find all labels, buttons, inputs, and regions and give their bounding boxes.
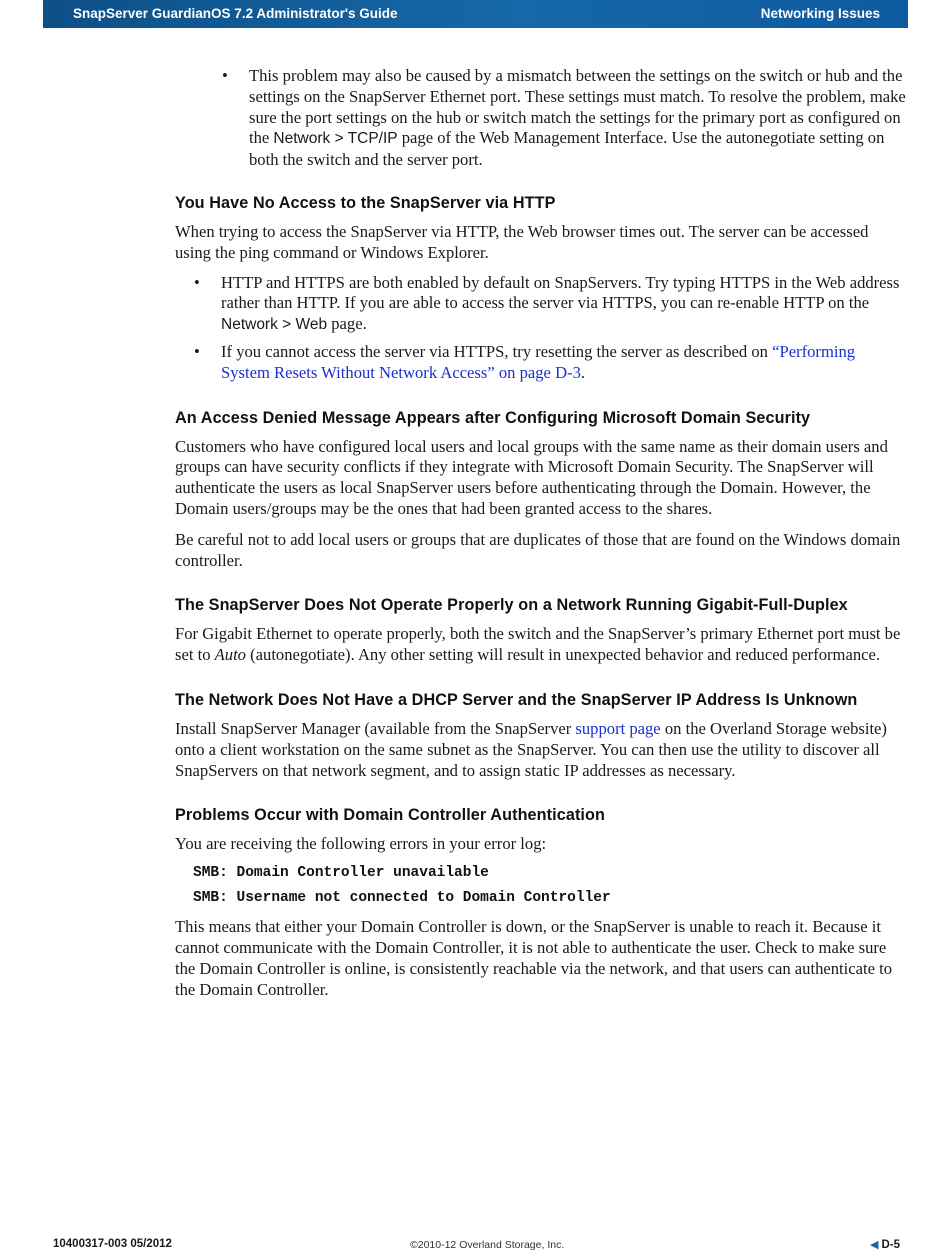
doc-number: 10400317-003 05/2012	[53, 1238, 172, 1250]
paragraph: Install SnapServer Manager (available from the SnapServer support page on the Overland Storage website) onto a client workstation on the same subnet as the SnapServer. You can then use the utility to discover all SnapServers on that network segment, and to assign static IP addresses as necessary.	[175, 718, 887, 780]
page-content	[175, 66, 908, 1000]
copyright: ©2010-12 Overland Storage, Inc.	[410, 1239, 565, 1251]
guide-title: SnapServer GuardianOS 7.2 Administrator's Guide	[73, 6, 398, 21]
list-item: • If you cannot access the server via HTTPS, try resetting the server as described on “Performing System Resets Without Network Access” on page D-3.	[194, 341, 856, 382]
ui-path: Network > Web	[221, 316, 328, 334]
list-item: • HTTP and HTTPS are both enabled by default on SnapServers. Try typing HTTPS in the Web address rather than HTTP. If you are able to access the server via HTTPS, you can re-enable HTTP on the Network > Web page.	[194, 272, 900, 334]
page-number: ◀ D-5	[870, 1239, 900, 1251]
support-page-link[interactable]: support page	[575, 718, 661, 738]
back-arrow-icon[interactable]: ◀	[870, 1239, 879, 1251]
paragraph: Be careful not to add local users or groups that are duplicates of those that are found on the Windows domain controller.	[175, 529, 901, 570]
paragraph: When trying to access the SnapServer via HTTP, the Web browser times out. The server can be accessed using the ping command or Windows Explorer.	[175, 221, 869, 262]
ui-path: Network > TCP/IP	[273, 130, 398, 148]
cross-reference-link[interactable]: “Performing System Resets Without Network Access” on page D-3	[221, 341, 856, 382]
error-log-line: SMB: Username not connected to Domain Controller	[193, 890, 611, 907]
section-heading: An Access Denied Message Appears after Configuring Microsoft Domain Security	[175, 408, 811, 427]
section-heading: You Have No Access to the SnapServer via HTTP	[175, 193, 556, 212]
http-bullet-list	[194, 272, 908, 384]
list-item: • This problem may also be caused by a mismatch between the settings on the switch or hub and the settings on the SnapServer Ethernet port. These settings must match. To resolve the problem, make sure the port settings on the hub or switch match the settings for the primary port as configured on the Network > TCP/IP page of the Web Management Interface. Use the autonegotiate setting on both the switch and the server port.	[222, 66, 906, 170]
emphasis: Auto	[214, 645, 246, 665]
section-heading: The Network Does Not Have a DHCP Server and the SnapServer IP Address Is Unknown	[175, 690, 858, 709]
paragraph: For Gigabit Ethernet to operate properly, both the switch and the SnapServer’s primary Ethernet port must be set to Auto (autonegotiate). Any other setting will result in unexpected behavior and reduced performance.	[175, 624, 901, 665]
bullet-icon: •	[194, 341, 200, 361]
bullet-icon: •	[222, 66, 228, 85]
paragraph: This means that either your Domain Controller is down, or the SnapServer is unable to reach it. Because it cannot communicate with the Domain Controller, it is not able to authenticate the user. Check to make sure the Domain Controller is online, is consistently reachable via the network, and that users can authenticate to the Domain Controller.	[175, 917, 893, 999]
paragraph: Customers who have configured local users and local groups with the same name as their domain users and groups can have security conflicts if they integrate with Microsoft Domain Security. The SnapServer will authenticate the users as local SnapServer users before authenticating through the Domain. However, the Domain users/groups may be the ones that had been granted access to the shares.	[175, 436, 888, 518]
paragraph: You are receiving the following errors in your error log:	[175, 834, 547, 854]
error-log-line: SMB: Domain Controller unavailable	[193, 865, 489, 882]
section-title: Networking Issues	[760, 6, 880, 21]
bullet-icon: •	[194, 272, 200, 292]
intro-bullet-list	[222, 66, 908, 171]
page-header	[43, 0, 908, 28]
page-footer	[0, 1238, 950, 1254]
section-heading: Problems Occur with Domain Controller Authentication	[175, 806, 606, 825]
section-heading: The SnapServer Does Not Operate Properly on a Network Running Gigabit-Full-Duplex	[175, 596, 848, 615]
